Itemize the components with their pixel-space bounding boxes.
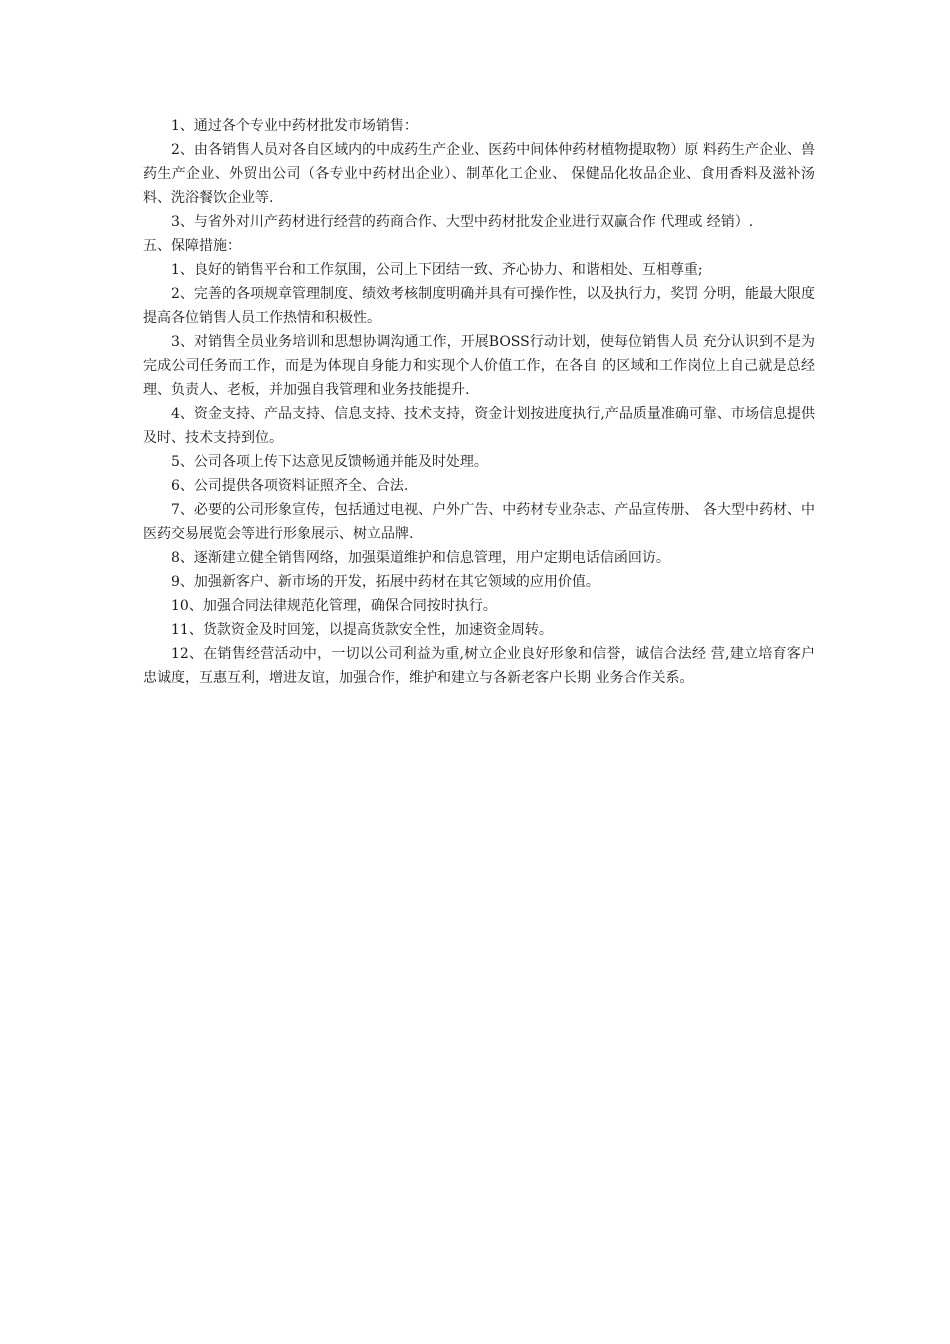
measure-item-8: 8、逐渐建立健全销售网络，加强渠道维护和信息管理，用户定期电话信函回访。 <box>171 550 670 566</box>
sales-channel-paragraph-3: 3、与省外对川产药材进行经营的药商合作、大型中药材批发企业进行双赢合作 代理或 经销）. <box>171 214 754 230</box>
sales-channel-paragraph-1: 1、通过各个专业中药材批发市场销售： <box>171 118 418 134</box>
measure-item-11: 11、货款资金及时回笼，以提高货款安全性，加速资金周转。 <box>171 622 553 638</box>
measure-item-1: 1、良好的销售平台和工作氛围，公司上下团结一致、齐心协力、和谐相处、互相尊重; <box>171 262 703 278</box>
measure-item-7: 7、必要的公司形象宣传，包括通过电视、户外广告、中药材专业杂志、产品宣传册、 各大型中药材、中医药交易展览会等进行形象展示、树立品牌. <box>143 502 815 542</box>
section-heading-guarantee-measures: 五、保障措施： <box>143 238 241 254</box>
measure-item-4: 4、资金支持、产品支持、信息支持、技术支持，资金计划按进度执行,产品质量准确可靠、市场信息提供及时、技术支持到位。 <box>143 406 815 446</box>
measure-item-6: 6、公司提供各项资料证照齐全、合法. <box>171 478 409 494</box>
sales-channel-paragraph-2: 2、由各销售人员对各自区域内的中成药生产企业、医药中间体仲药材植物提取物）原 料药生产企业、兽药生产企业、外贸出公司（各专业中药材出企业）、制革化工企业、 保健品化妆品企业、食用香料及滋补汤料、洗浴餐饮企业等. <box>143 142 815 206</box>
measure-item-3: 3、对销售全员业务培训和思想协调沟通工作，开展BOSS行动计划，使每位销售人员 充分认识到不是为完成公司任务而工作，而是为体现自身能力和实现个人价值工作，在各自 的区域和工作岗位上自己就是总经理、负责人、老板，并加强自我管理和业务技能提升. <box>143 334 815 398</box>
measure-item-9: 9、加强新客户、新市场的开发，拓展中药材在其它领域的应用价值。 <box>171 574 600 590</box>
measure-item-12: 12、在销售经营活动中，一切以公司利益为重,树立企业良好形象和信誉，诚信合法经 营,建立培育客户忠诚度，互惠互利，增进友谊，加强合作，维护和建立与各新老客户长期 业务合作关系。 <box>143 646 815 686</box>
measure-item-10: 10、加强合同法律规范化管理，确保合同按时执行。 <box>171 598 497 614</box>
document-page <box>143 114 815 690</box>
measure-item-2: 2、完善的各项规章管理制度、绩效考核制度明确并具有可操作性，以及执行力，奖罚 分明，能最大限度提高各位销售人员工作热情和积极性。 <box>143 286 815 326</box>
measure-item-5: 5、公司各项上传下达意见反馈畅通并能及时处理。 <box>171 454 488 470</box>
